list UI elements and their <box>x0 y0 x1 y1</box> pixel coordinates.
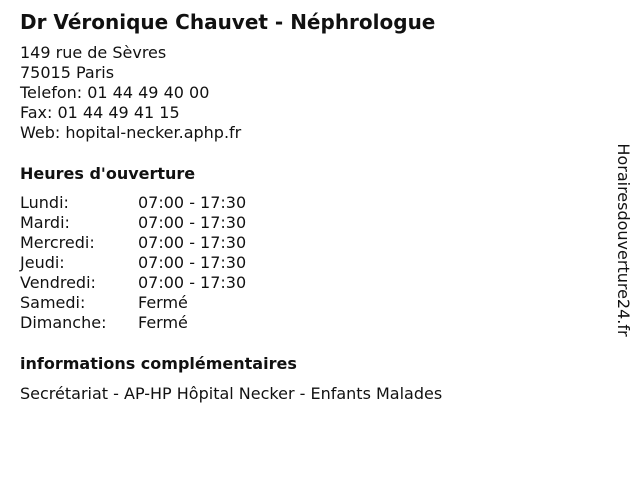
day-label: Jeudi: <box>20 253 65 272</box>
day-label: Mardi: <box>20 213 70 232</box>
hours-row-sunday <box>20 313 246 333</box>
opening-hours-table <box>20 193 246 333</box>
page-title: Dr Véronique Chauvet - Néphrologue <box>20 10 436 34</box>
hours-row-tuesday <box>20 213 246 233</box>
day-label: Lundi: <box>20 193 69 212</box>
hours-row-friday <box>20 273 246 293</box>
fax-number: Fax: 01 44 49 41 15 <box>20 103 180 122</box>
city-address: 75015 Paris <box>20 63 115 82</box>
address-block <box>20 43 241 143</box>
time-value: Fermé <box>138 313 188 332</box>
time-value: Fermé <box>138 293 188 312</box>
website: Web: hopital-necker.aphp.fr <box>20 123 242 142</box>
hours-row-wednesday <box>20 233 246 253</box>
additional-info-heading: informations complémentaires <box>20 354 297 373</box>
time-value: 07:00 - 17:30 <box>138 193 247 212</box>
day-label: Vendredi: <box>20 273 96 292</box>
site-watermark: Horairesdouverture24.fr <box>614 143 633 337</box>
hours-row-monday <box>20 193 246 213</box>
time-value: 07:00 - 17:30 <box>138 273 247 292</box>
time-value: 07:00 - 17:30 <box>138 253 247 272</box>
street-address: 149 rue de Sèvres <box>20 43 167 62</box>
day-label: Dimanche: <box>20 313 107 332</box>
hours-row-thursday <box>20 253 246 273</box>
hours-row-saturday <box>20 293 246 313</box>
phone-number: Telefon: 01 44 49 40 00 <box>20 83 210 102</box>
additional-info-text: Secrétariat - AP-HP Hôpital Necker - Enfants Malades <box>20 384 443 403</box>
day-label: Samedi: <box>20 293 86 312</box>
time-value: 07:00 - 17:30 <box>138 233 247 252</box>
opening-hours-heading: Heures d'ouverture <box>20 164 196 183</box>
day-label: Mercredi: <box>20 233 95 252</box>
time-value: 07:00 - 17:30 <box>138 213 247 232</box>
